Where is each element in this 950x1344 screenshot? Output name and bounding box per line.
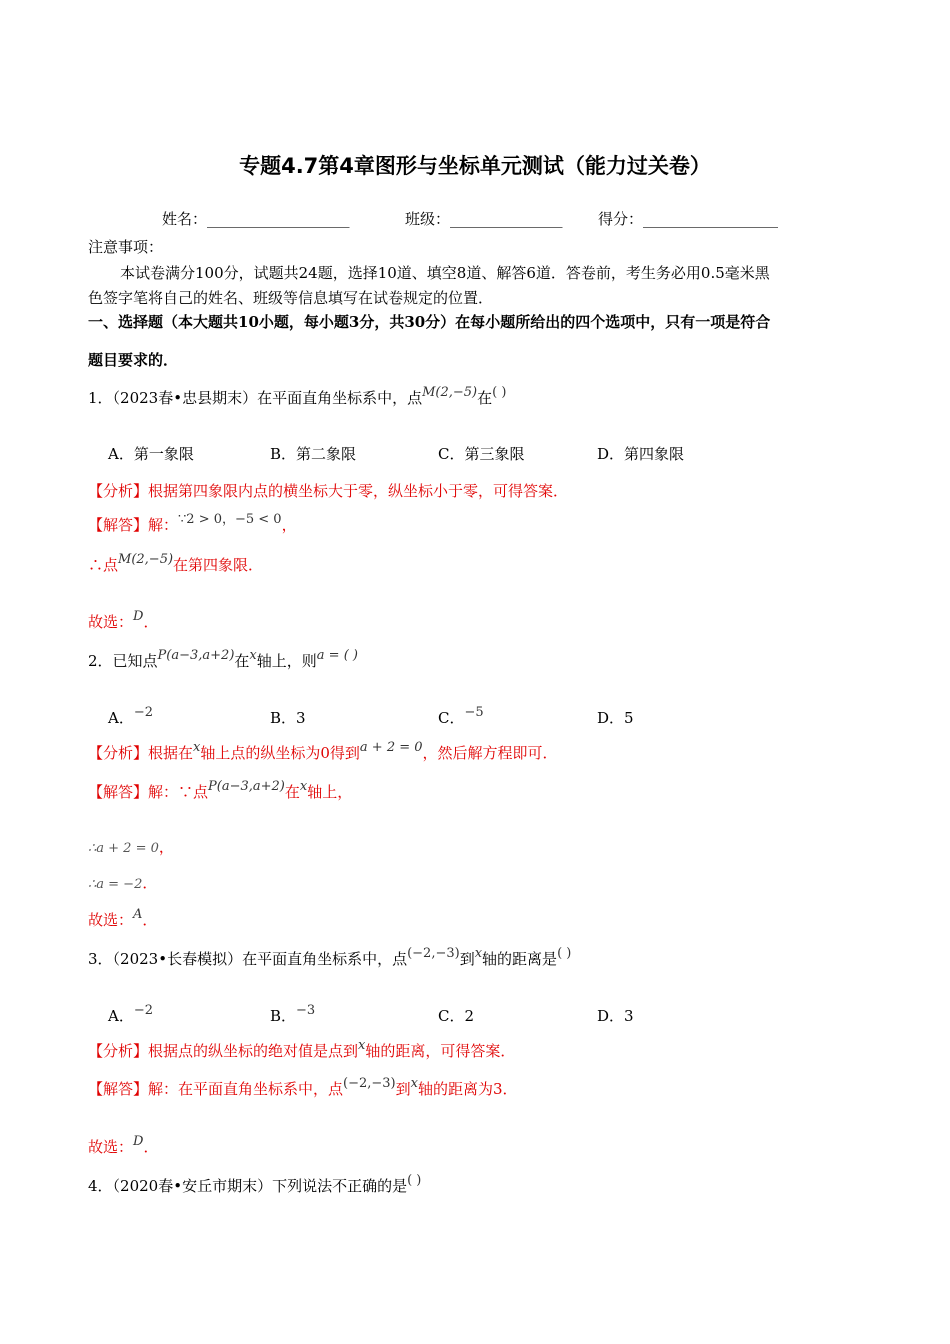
- q2-solution-suffix: 轴上，: [307, 783, 353, 801]
- q4-stem-text: 4．（2020春•安丘市期末）下列说法不正确的是: [88, 1177, 408, 1195]
- q4-answer-paren: ( ): [407, 1173, 422, 1188]
- q2-stem-mid: 在: [234, 652, 250, 670]
- q3-option-a-label: A．: [108, 1007, 134, 1025]
- q1-therefore: [88, 554, 263, 575]
- q3-solution: [88, 1078, 518, 1099]
- q1-choice-end: ．: [143, 613, 159, 631]
- q2-stem-mid2: 轴上，则: [256, 652, 317, 670]
- q2-analysis-eq: a + 2 = 0: [359, 740, 423, 755]
- q3-analysis-prefix: 【分析】根据点的纵坐标的绝对值是点到: [88, 1042, 359, 1060]
- q1-point: M(2,−5): [422, 385, 478, 400]
- q2-point: P(a−3,a+2): [157, 648, 235, 663]
- q3-option-d: D．3: [597, 1007, 634, 1025]
- section-heading-line-1: 一、选择题（本大题共10小题，每小题3分，共30分）在每小题所给出的四个选项中，只有一项是符合: [88, 313, 771, 331]
- notice-line-1: 本试卷满分100分，试题共24题，选择10道、填空8道、解答6道．答卷前，考生务必用0.5毫米黑: [120, 264, 770, 282]
- q2-choice: [88, 909, 157, 930]
- q3-answer-paren: ( ): [557, 946, 572, 961]
- q2-analysis-prefix: 【分析】根据在: [88, 744, 194, 762]
- q3-option-b-math: −3: [296, 1003, 316, 1018]
- q3-solution-prefix: 【解答】解：在平面直角坐标系中，点: [88, 1080, 344, 1098]
- q1-stem-suffix: 在: [477, 389, 493, 407]
- q3-x-axis: x: [474, 946, 483, 961]
- q3-stem: [88, 948, 571, 969]
- q2-option-c-math: −5: [464, 705, 484, 720]
- notice-line-2: 色签字笔将自己的姓名、班级等信息填写在试卷规定的位置．: [88, 289, 494, 307]
- q2-option-b: B．3: [270, 709, 306, 727]
- q1-solution-label: 【解答】解：: [88, 516, 179, 534]
- q2-analysis: [88, 742, 558, 763]
- q1-choice-label: 故选：: [88, 613, 134, 631]
- q3-analysis: [88, 1040, 515, 1061]
- section-heading-line-2: 题目要求的．: [88, 351, 179, 369]
- q2-step-2: [88, 872, 157, 893]
- q2-option-c-label: C．: [438, 709, 465, 727]
- q1-option-b: B．第二象限: [270, 445, 357, 463]
- q2-step-2-end: ．: [142, 874, 158, 892]
- q1-therefore-suffix: 在第四象限．: [173, 556, 264, 574]
- q2-choice-letter: A: [133, 907, 143, 922]
- q1-solution-end: ，: [281, 516, 297, 534]
- q1-choice: [88, 611, 158, 632]
- q4-stem: [88, 1175, 421, 1196]
- q2-stem: [88, 650, 358, 671]
- q2-option-c: [438, 707, 484, 728]
- q2-step-1: [88, 836, 174, 857]
- class-field-label: 班级：_______________: [405, 210, 563, 228]
- q2-choice-end: ．: [142, 911, 158, 929]
- q2-option-a-label: A．: [108, 709, 134, 727]
- q3-solution-suffix: 轴的距离为3．: [417, 1080, 518, 1098]
- q1-analysis: 【分析】根据第四象限内点的横坐标大于零，纵坐标小于零，可得答案．: [88, 482, 569, 500]
- q3-choice-letter: D: [133, 1134, 144, 1149]
- q3-option-b-label: B．: [270, 1007, 297, 1025]
- notice-heading: 注意事项：: [88, 238, 164, 256]
- q1-choice-letter: D: [133, 609, 144, 624]
- q2-option-a: [108, 707, 153, 728]
- q3-analysis-suffix: 轴的距离，可得答案．: [365, 1042, 516, 1060]
- q3-stem-mid: 到: [459, 950, 475, 968]
- q2-step-1-math: ∴a + 2 = 0: [88, 841, 159, 856]
- q3-solution-point: (−2,−3): [343, 1076, 396, 1091]
- q3-option-a-math: −2: [133, 1003, 154, 1018]
- q3-stem-suffix: 轴的距离是: [482, 950, 558, 968]
- q3-point: (−2,−3): [407, 946, 460, 961]
- q1-option-a: A．第一象限: [108, 445, 194, 463]
- q3-choice-end: ．: [143, 1138, 159, 1156]
- q2-solution-mid: 在: [284, 783, 300, 801]
- q2-step-1-end: ，: [158, 838, 174, 856]
- q3-option-a: [108, 1005, 153, 1026]
- q1-answer-paren: ( ): [492, 385, 507, 400]
- q2-choice-label: 故选：: [88, 911, 134, 929]
- q2-solution: [88, 781, 352, 802]
- q2-solution-prefix: 【解答】解：∵点: [88, 783, 209, 801]
- page-title: 专题4.7第4章图形与坐标单元测试（能力过关卷）: [239, 154, 711, 178]
- q1-option-c: C．第三象限: [438, 445, 525, 463]
- q1-therefore-point: M(2,−5): [118, 552, 174, 567]
- q3-solution-x: x: [410, 1076, 418, 1091]
- q1-stem-prefix: 1．（2023春•忠县期末）在平面直角坐标系中，点: [88, 389, 423, 407]
- q1-option-d: D．第四象限: [597, 445, 685, 463]
- q2-analysis-suffix: ，然后解方程即可．: [422, 744, 558, 762]
- q3-analysis-x: x: [358, 1038, 366, 1053]
- q2-analysis-mid: 轴上点的纵坐标为0得到: [200, 744, 360, 762]
- q2-solution-x: x: [299, 779, 308, 794]
- q2-analysis-x: x: [193, 740, 201, 755]
- q1-solution: [88, 514, 297, 535]
- q1-stem: [88, 387, 506, 408]
- q2-option-a-math: −2: [133, 705, 154, 720]
- q1-therefore-prefix: ∴点: [88, 556, 119, 574]
- q3-choice: [88, 1136, 158, 1157]
- q3-solution-mid: 到: [395, 1080, 411, 1098]
- q2-stem-prefix: 2．已知点: [88, 652, 158, 670]
- q2-step-2-math: ∴a = −2: [88, 877, 143, 892]
- q2-option-d: D．5: [597, 709, 634, 727]
- q3-option-c: C．2: [438, 1007, 475, 1025]
- q3-choice-label: 故选：: [88, 1138, 134, 1156]
- q2-x-axis: x: [249, 648, 257, 663]
- q1-solution-math: ∵2 > 0，−5 < 0: [178, 512, 282, 527]
- score-field-label: 得分：__________________: [598, 210, 779, 228]
- q2-a-equals: a = ( ): [316, 648, 358, 663]
- q3-option-b: [270, 1005, 315, 1026]
- q3-stem-prefix: 3．（2023•长春模拟）在平面直角坐标系中，点: [88, 950, 408, 968]
- name-field-label: 姓名：___________________: [162, 210, 350, 228]
- q2-solution-point: P(a−3,a+2): [208, 779, 285, 794]
